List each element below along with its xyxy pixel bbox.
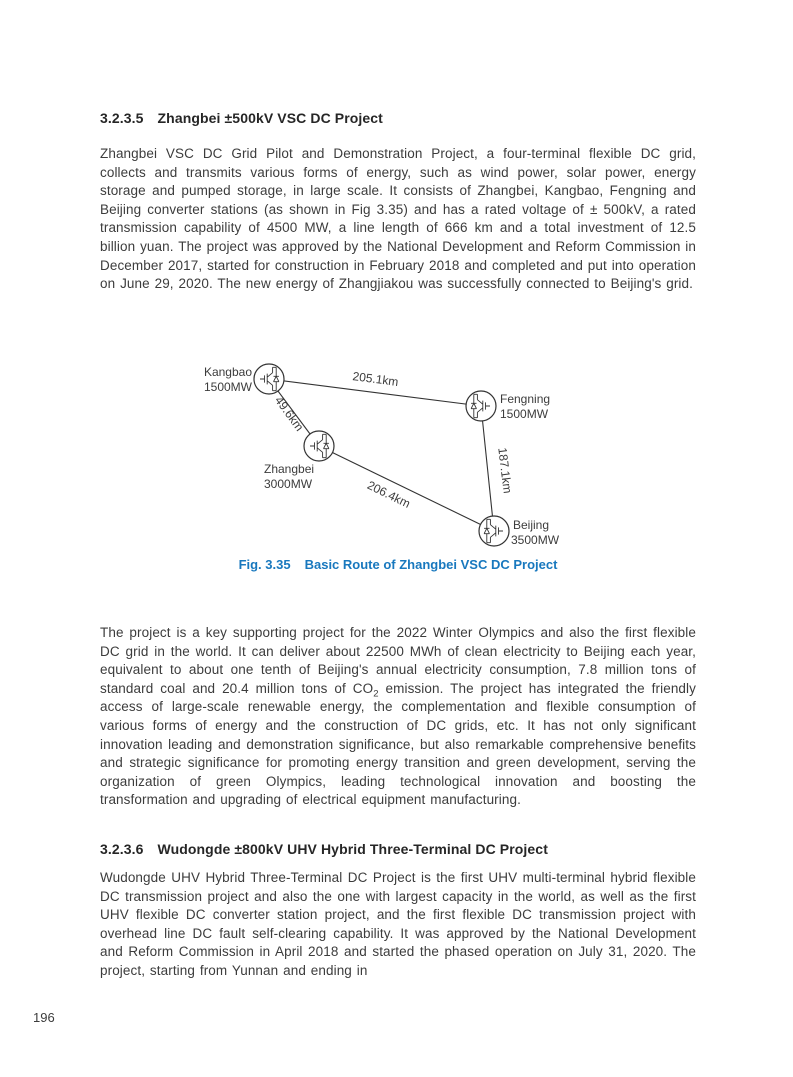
link-zhangbei-beijing — [319, 446, 494, 531]
section-number: 3.2.3.5 — [100, 110, 144, 126]
link-label-kangbao-fengning: 205.1km — [351, 369, 400, 389]
node-label-beijing-capacity: 3500MW — [511, 533, 560, 547]
paragraph-text: The project is a key supporting project for the 2022 Winter Olympics and also the first flexible DC grid in the world. It can deliver about 22500 MWh of clean electricity to Beijing each year, equivalent to about one tenth of Beijing's annual electricity consumption, 7.8 million tons of standard coal and 20.4 million tons of CO — [100, 625, 696, 696]
section-heading-3235 — [100, 110, 696, 126]
node-label-fengning-name: Fengning — [500, 392, 551, 406]
paragraph-text: emission. The project has integrated the friendly access of large-scale renewable energy, the complementation and flexible consumption of various forms of energy and the construction of DC grids, etc. It has not only significant innovation leading and demonstration significance, but also remarkable comprehensive benefits and strategic significance for promoting energy transition and green development, serving the organization of green Olympics, leading technological innovation and boosting the transformation and upgrading of electrical equipment manufacturing. — [100, 680, 696, 808]
section-title: Zhangbei ±500kV VSC DC Project — [157, 110, 383, 126]
section-heading-3236 — [100, 841, 696, 857]
link-label-zhangbei-beijing: 206.4km — [364, 478, 413, 511]
section-title: Wudongde ±800kV UHV Hybrid Three-Terminal DC Project — [157, 841, 548, 857]
figure-caption-title: Basic Route of Zhangbei VSC DC Project — [304, 557, 558, 572]
node-label-zhangbei-name: Zhangbei — [264, 462, 315, 476]
link-label-fengning-beijing: 187.1km — [495, 446, 515, 495]
co2-subscript: 2 — [373, 688, 379, 700]
converter-node-fengning — [466, 391, 496, 421]
paragraph-zhangbei-intro: Zhangbei VSC DC Grid Pilot and Demonstration Project, a four-terminal flexible DC grid, collects and transmits various forms of energy, such as wind power, solar power, energy storage and pumped storage, in large scale. It consists of Zhangbei, Kangbao, Fengning and Beijing converter stations (as shown in Fig 3.35) and has a rated voltage of ± 500kV, a rated transmission capability of 4500 MW, a line length of 666 km and a total investment of 12.5 billion yuan. The project was approved by the National Development and Reform Commission in December 2017, started for construction in February 2018 and completed and put into operation on June 29, 2020. The new energy of Zhangjiakou was successfully connected to Beijing's grid. — [100, 146, 696, 292]
node-label-kangbao-name: Kangbao — [203, 365, 252, 379]
link-label-kangbao-zhangbei: 49.6km — [272, 393, 307, 434]
link-fengning-beijing — [481, 406, 494, 531]
paragraph-wudongde-intro: Wudongde UHV Hybrid Three-Terminal DC Project is the first UHV multi-terminal hybrid flexible DC transmission project and also the one with largest capacity in the world, as well as the first UHV flexible DC converter station project, and the first flexible DC transmission project with overhead line DC fault self-clearing capability. It was approved by the National Development and Reform Commission in April 2018 and started the phased operation on July 31, 2020. The project, starting from Yunnan and ending in — [100, 870, 696, 978]
node-label-kangbao-capacity: 1500MW — [203, 380, 252, 394]
page-number: 196 — [33, 1010, 55, 1025]
converter-node-kangbao — [254, 364, 284, 394]
node-label-zhangbei-capacity: 3000MW — [264, 477, 313, 491]
node-label-fengning-capacity: 1500MW — [500, 407, 549, 421]
converter-node-beijing — [479, 516, 509, 546]
node-label-beijing-name: Beijing — [513, 518, 550, 532]
converter-node-zhangbei — [304, 431, 334, 461]
paragraph-zhangbei-benefits — [100, 624, 696, 810]
section-number: 3.2.3.6 — [100, 841, 144, 857]
figure-caption-label: Fig. 3.35 — [238, 557, 291, 572]
figure-network-diagram — [190, 350, 586, 558]
figure-caption — [100, 557, 696, 572]
